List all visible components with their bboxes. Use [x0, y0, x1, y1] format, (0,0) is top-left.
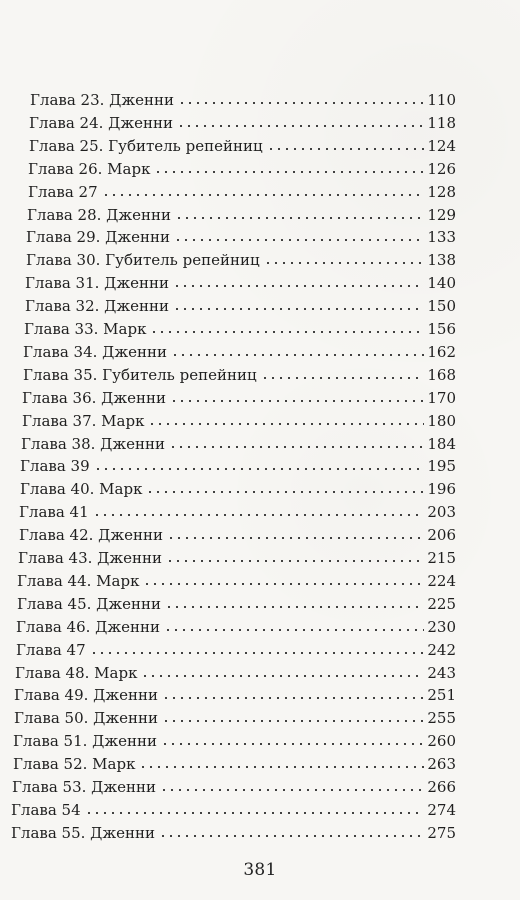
chapter-page-number: 260: [427, 732, 456, 750]
dot-leader: [165, 595, 424, 611]
chapter-title: Глава 35. Губитель репейниц: [23, 366, 257, 384]
dot-leader: [170, 389, 424, 405]
toc-entry: [14, 684, 456, 706]
toc-entry: [29, 135, 456, 157]
chapter-title: Глава 30. Губитель репейниц: [26, 251, 260, 269]
chapter-page-number: 263: [427, 755, 456, 773]
chapter-page-number: 243: [427, 664, 456, 682]
toc-entry: [16, 616, 456, 638]
dot-leader: [90, 641, 425, 657]
chapter-title: Глава 24. Дженни: [29, 114, 174, 132]
chapter-title: Глава 47: [16, 641, 86, 659]
chapter-page-number: 162: [427, 343, 456, 361]
chapter-page-number: 168: [427, 366, 456, 384]
dot-leader: [171, 343, 424, 359]
chapter-title: Глава 23. Дженни: [30, 91, 175, 109]
chapter-page-number: 195: [427, 457, 456, 475]
chapter-page-number: 242: [427, 641, 456, 659]
chapter-page-number: 180: [427, 412, 456, 430]
chapter-title: Глава 28. Дженни: [27, 206, 172, 224]
toc-entry: [19, 501, 456, 523]
dot-leader: [94, 457, 425, 473]
chapter-title: Глава 38. Дженни: [21, 435, 166, 453]
chapter-title: Глава 50. Дженни: [14, 709, 159, 727]
chapter-title: Глава 40. Марк: [20, 480, 143, 498]
dot-leader: [261, 366, 425, 382]
chapter-title: Глава 53. Дженни: [12, 778, 157, 796]
dot-leader: [173, 274, 424, 290]
toc-entry: [28, 181, 456, 203]
toc-entry: [13, 730, 456, 752]
chapter-title: Глава 52. Марк: [13, 755, 136, 773]
chapter-page-number: 124: [427, 137, 456, 155]
chapter-title: Глава 33. Марк: [24, 320, 147, 338]
dot-leader: [148, 412, 424, 428]
chapter-page-number: 230: [427, 618, 456, 636]
chapter-page-number: 255: [427, 709, 456, 727]
toc-entry: [28, 158, 456, 180]
dot-leader: [143, 572, 424, 588]
toc-entry: [12, 776, 456, 798]
toc-entry: [26, 249, 456, 271]
dot-leader: [162, 686, 424, 702]
toc-entry: [27, 204, 456, 226]
toc-entry: [13, 753, 456, 775]
toc-entry: [21, 433, 456, 455]
chapter-page-number: 206: [427, 526, 456, 544]
chapter-title: Глава 48. Марк: [15, 664, 138, 682]
page-number: 381: [243, 860, 277, 880]
chapter-page-number: 156: [427, 320, 456, 338]
dot-leader: [161, 732, 424, 748]
chapter-title: Глава 25. Губитель репейниц: [29, 137, 263, 155]
dot-leader: [102, 183, 425, 199]
dot-leader: [178, 91, 424, 107]
toc-entry: [16, 639, 456, 661]
toc-entry: [11, 799, 456, 821]
toc-entry: [30, 89, 456, 111]
dot-leader: [175, 206, 424, 222]
chapter-page-number: 138: [427, 251, 456, 269]
chapter-page-number: 224: [427, 572, 456, 590]
dot-leader: [154, 160, 424, 176]
chapter-title: Глава 26. Марк: [28, 160, 151, 178]
dot-leader: [146, 480, 424, 496]
toc-entry: [17, 570, 456, 592]
chapter-page-number: 251: [427, 686, 456, 704]
chapter-title: Глава 45. Дженни: [17, 595, 162, 613]
chapter-page-number: 196: [427, 480, 456, 498]
toc-entry: [25, 272, 456, 294]
dot-leader: [160, 778, 424, 794]
dot-leader: [177, 114, 424, 130]
dot-leader: [141, 664, 424, 680]
chapter-page-number: 110: [427, 91, 456, 109]
chapter-page-number: 129: [427, 206, 456, 224]
chapter-page-number: 128: [427, 183, 456, 201]
dot-leader: [267, 137, 425, 153]
toc-entry: [20, 455, 456, 477]
chapter-title: Глава 54: [11, 801, 81, 819]
dot-leader: [167, 526, 424, 542]
toc-entry: [22, 387, 456, 409]
chapter-title: Глава 49. Дженни: [14, 686, 159, 704]
chapter-page-number: 266: [427, 778, 456, 796]
dot-leader: [139, 755, 424, 771]
chapter-page-number: 203: [427, 503, 456, 521]
dot-leader: [166, 549, 424, 565]
chapter-title: Глава 37. Марк: [22, 412, 145, 430]
chapter-title: Глава 36. Дженни: [22, 389, 167, 407]
toc-entry: [11, 822, 456, 844]
toc-entry: [15, 662, 456, 684]
chapter-title: Глава 34. Дженни: [23, 343, 168, 361]
chapter-page-number: 184: [427, 435, 456, 453]
dot-leader: [174, 228, 424, 244]
chapter-page-number: 140: [427, 274, 456, 292]
toc-entry: [26, 226, 456, 248]
toc-entry: [25, 295, 456, 317]
dot-leader: [173, 297, 424, 313]
chapter-title: Глава 39: [20, 457, 90, 475]
chapter-title: Глава 55. Дженни: [11, 824, 156, 842]
toc-entry: [23, 364, 456, 386]
toc-entry: [20, 478, 456, 500]
dot-leader: [162, 709, 424, 725]
toc-entry: [14, 707, 456, 729]
chapter-page-number: 133: [427, 228, 456, 246]
chapter-page-number: 170: [427, 389, 456, 407]
dot-leader: [150, 320, 424, 336]
dot-leader: [159, 824, 424, 840]
dot-leader: [93, 503, 425, 519]
chapter-page-number: 126: [427, 160, 456, 178]
chapter-page-number: 275: [427, 824, 456, 842]
toc-entry: [23, 341, 456, 363]
chapter-page-number: 118: [427, 114, 456, 132]
chapter-page-number: 215: [427, 549, 456, 567]
toc-entry: [29, 112, 456, 134]
toc-entry: [24, 318, 456, 340]
chapter-title: Глава 46. Дженни: [16, 618, 161, 636]
chapter-title: Глава 42. Дженни: [19, 526, 164, 544]
dot-leader: [169, 435, 424, 451]
chapter-page-number: 225: [427, 595, 456, 613]
dot-leader: [164, 618, 424, 634]
chapter-page-number: 274: [427, 801, 456, 819]
dot-leader: [85, 801, 425, 817]
chapter-title: Глава 27: [28, 183, 98, 201]
toc-entry: [17, 593, 456, 615]
dot-leader: [264, 251, 425, 267]
chapter-title: Глава 29. Дженни: [26, 228, 171, 246]
toc-entry: [19, 524, 456, 546]
toc-entry: [22, 410, 456, 432]
toc-entry: [18, 547, 456, 569]
chapter-title: Глава 43. Дженни: [18, 549, 163, 567]
chapter-title: Глава 51. Дженни: [13, 732, 158, 750]
chapter-title: Глава 32. Дженни: [25, 297, 170, 315]
chapter-title: Глава 41: [19, 503, 89, 521]
chapter-page-number: 150: [427, 297, 456, 315]
chapter-title: Глава 31. Дженни: [25, 274, 170, 292]
chapter-title: Глава 44. Марк: [17, 572, 140, 590]
